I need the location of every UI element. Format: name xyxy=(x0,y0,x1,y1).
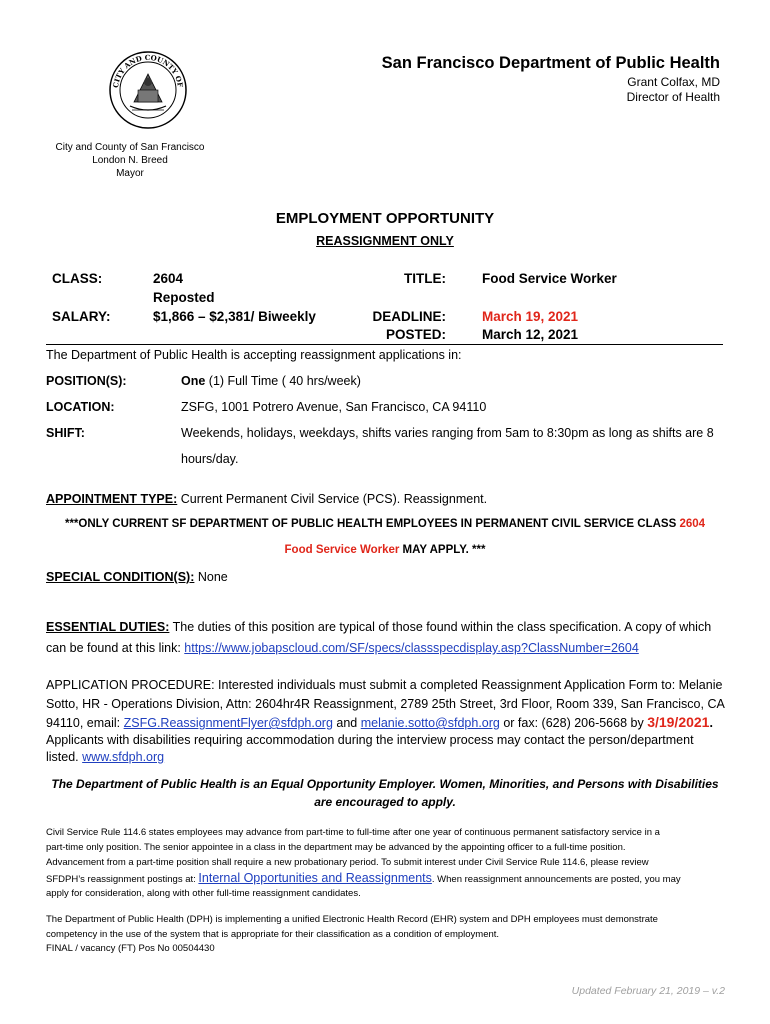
location-value: ZSFG, 1001 Potrero Avenue, San Francisco, CA 94110 xyxy=(181,400,487,414)
shift-line-2: hours/day. xyxy=(181,452,239,466)
application-deadline: 3/19/2021 xyxy=(647,714,710,730)
application-text-d: . xyxy=(709,716,713,730)
city-name: City and County of San Francisco xyxy=(55,142,205,153)
shift-line-1: Weekends, holidays, weekdays, shifts varies ranging from 5am to 8:30pm as long as shifts are 8 xyxy=(181,426,714,440)
intro-text: The Department of Public Health is accepting reassignment applications in: xyxy=(46,348,462,362)
location-label: LOCATION: xyxy=(46,400,115,414)
eligibility-may-apply: MAY APPLY. *** xyxy=(399,544,486,556)
application-line-1: APPLICATION PROCEDURE: Interested individuals must submit a completed Reassignment Application Form to: Melanie xyxy=(46,678,723,692)
salary-value: $1,866 – $2,381/ Biweekly xyxy=(153,309,316,324)
eligibility-class: 2604 xyxy=(679,518,706,530)
application-text-c: or fax: (628) 206-5668 by xyxy=(499,716,648,730)
application-line-3 xyxy=(46,714,713,730)
position-count: One xyxy=(181,374,206,388)
position-label: POSITION(S): xyxy=(46,374,127,388)
application-text-e: listed. xyxy=(46,750,83,764)
position-detail: (1) Full Time ( 40 hrs/week) xyxy=(205,374,361,388)
civil-service-line-2: part-time only position. The senior appointee in a class in the department may be advanced by the appointing officer to a full-time position. xyxy=(46,842,626,853)
duties-label: ESSENTIAL DUTIES: xyxy=(46,620,170,634)
vacancy-number: FINAL / vacancy (FT) Pos No 00504430 xyxy=(46,943,215,954)
org-title: San Francisco Department of Public Health xyxy=(381,54,720,72)
special-value: None xyxy=(194,570,228,584)
shift-label: SHIFT: xyxy=(46,426,85,440)
appointment-label: APPOINTMENT TYPE: xyxy=(46,492,178,506)
class-spec-link[interactable]: https://www.jobapscloud.com/SF/specs/classspecdisplay.asp?ClassNumber=2604 xyxy=(184,641,639,655)
civil-service-line-3: Advancement from a part-time position shall require a new probationary period. To submit interest under Civil Service Rule 114.6, please review xyxy=(46,857,649,868)
eeo-line-2: are encouraged to apply. xyxy=(314,795,456,809)
position-value xyxy=(181,374,361,388)
posted-value: March 12, 2021 xyxy=(482,327,579,342)
email-link-flyer[interactable]: ZSFG.ReassignmentFlyer@sfdph.org xyxy=(123,716,333,730)
eligibility-title: Food Service Worker xyxy=(284,544,400,556)
civil-service-text-a: SFDPH’s reassignment postings at: xyxy=(46,874,199,885)
class-label: CLASS: xyxy=(52,271,103,286)
posted-label: POSTED: xyxy=(385,327,446,342)
salary-label: SALARY: xyxy=(52,309,111,324)
civil-service-line-4 xyxy=(46,871,681,885)
application-text-a: 94110, email: xyxy=(46,716,124,730)
special-conditions xyxy=(46,570,228,584)
special-label: SPECIAL CONDITION(S): xyxy=(46,570,195,584)
page-subtitle: REASSIGNMENT ONLY xyxy=(316,234,454,248)
eligibility-line-1 xyxy=(0,518,770,530)
svg-text:CITY AND COUNTY OF SAN FRANCIS: CITY AND COUNTY OF xyxy=(111,52,185,89)
director-title: Director of Health xyxy=(626,90,720,104)
appointment-type xyxy=(46,492,487,506)
eligibility-text: ***ONLY CURRENT SF DEPARTMENT OF PUBLIC HEALTH EMPLOYEES IN PERMANENT CIVIL SERVICE CLASS xyxy=(64,518,680,530)
email-link-melanie[interactable]: melanie.sotto@sfdph.org xyxy=(360,716,500,730)
duties-line-2 xyxy=(46,641,639,655)
duties-text-2: can be found at this link: xyxy=(46,641,185,655)
mayor-title: Mayor xyxy=(116,168,144,179)
ehr-line-2: competency in the use of the system that is appropriate for their classification as a condition of employment. xyxy=(46,929,500,940)
duties-text: The duties of this position are typical of those found within the class specification. A copy of which xyxy=(169,620,712,634)
application-line-5 xyxy=(46,750,164,764)
civil-service-line-5: apply for consideration, along with other full-time reassignment candidates. xyxy=(46,888,361,899)
eligibility-line-2 xyxy=(0,544,770,556)
eeo-line-1: The Department of Public Health is an Equal Opportunity Employer. Women, Minorities, and Persons with Disabilities xyxy=(51,777,719,791)
divider xyxy=(46,344,723,345)
class-value: 2604 xyxy=(153,271,184,286)
reposted-label: Reposted xyxy=(153,290,215,305)
updated-footer: Updated February 21, 2019 – v.2 xyxy=(571,985,725,997)
application-line-4: Applicants with disabilities requiring accommodation during the interview process may contact the person/department xyxy=(46,733,694,747)
website-link[interactable]: www.sfdph.org xyxy=(82,750,165,764)
appointment-value: Current Permanent Civil Service (PCS). Reassignment. xyxy=(177,492,488,506)
civil-service-line-1: Civil Service Rule 114.6 states employees may advance from part-time to full-time after one year of continuous permanent satisfactory service in a xyxy=(46,827,660,838)
internal-opportunities-link[interactable]: Internal Opportunities and Reassignments xyxy=(198,871,432,885)
application-line-2: Sotto, HR - Operations Division, Attn: 2604hr4R Reassignment, 2789 25th Street, 3rd Floor, Room 339, San Francisco, CA xyxy=(46,697,725,711)
city-seal-logo xyxy=(108,50,188,130)
duties-line-1 xyxy=(46,620,711,634)
director-name: Grant Colfax, MD xyxy=(627,75,720,89)
deadline-value: March 19, 2021 xyxy=(482,309,579,324)
title-value: Food Service Worker xyxy=(482,271,617,286)
application-text-b: and xyxy=(332,716,361,730)
ehr-line-1: The Department of Public Health (DPH) is implementing a unified Electronic Health Record (EHR) system and DPH employees must demonstrate xyxy=(46,914,658,925)
page-title: EMPLOYMENT OPPORTUNITY xyxy=(275,210,495,227)
deadline-label: DEADLINE: xyxy=(372,309,446,324)
title-label: TITLE: xyxy=(404,271,446,286)
mayor-name: London N. Breed xyxy=(92,155,168,166)
civil-service-text-b: . When reassignment announcements are posted, you may xyxy=(431,874,681,885)
